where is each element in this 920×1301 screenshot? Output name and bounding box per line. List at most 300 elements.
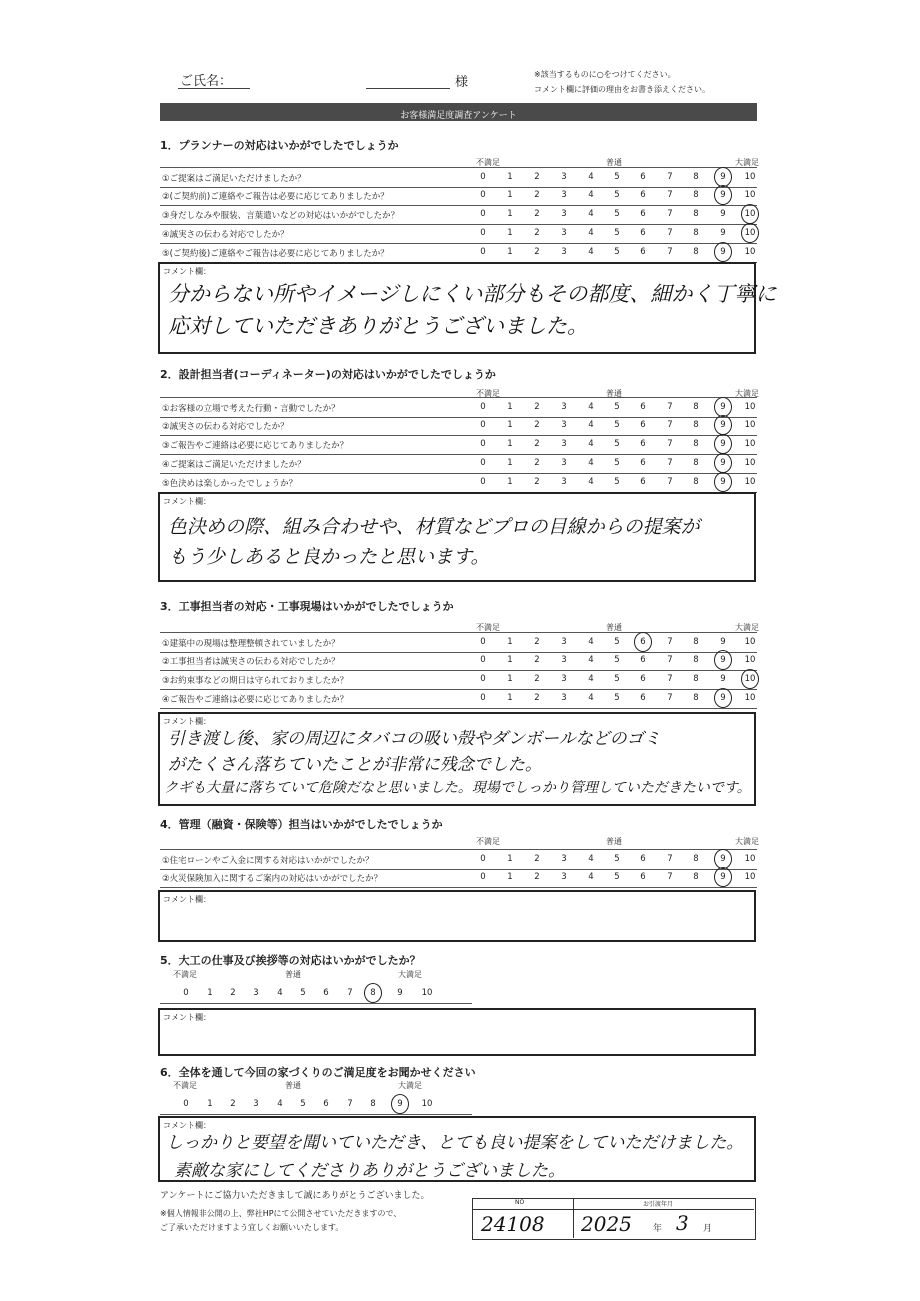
rating-option-6[interactable]: 6: [640, 637, 646, 647]
question-row: [160, 689, 757, 709]
q6-title: 6．全体を通して今回の家づくりのご満足度をお聞かせください: [160, 1066, 476, 1079]
rating-option-8[interactable]: 8: [693, 247, 699, 257]
footer-table-divider: [573, 1199, 574, 1238]
section-1-title: 1．プランナーの対応はいかがでしたでしょうか: [160, 139, 399, 152]
selected-rating-circle: [714, 650, 732, 670]
comment-label: コメント欄：: [163, 497, 211, 506]
question-row: [160, 849, 757, 870]
rating-option-2[interactable]: 2: [534, 458, 540, 468]
rating-option-6[interactable]: 6: [640, 458, 646, 468]
rating-option-10[interactable]: 10: [744, 209, 756, 219]
rating-option-7[interactable]: 7: [347, 988, 353, 998]
rating-option-4[interactable]: 4: [277, 988, 283, 998]
rating-option-7[interactable]: 7: [667, 247, 673, 257]
rating-option-3[interactable]: 3: [561, 420, 567, 430]
section-1-comment-box[interactable]: [158, 262, 777, 354]
selected-rating-circle: [714, 434, 732, 454]
rating-option-1[interactable]: 1: [507, 439, 513, 449]
rating-option-7[interactable]: 7: [667, 439, 673, 449]
legend-high: 大満足: [735, 623, 759, 632]
rating-option-6[interactable]: 6: [323, 988, 329, 998]
rating-option-9[interactable]: 9: [397, 1099, 403, 1109]
rating-option-3[interactable]: 3: [561, 209, 567, 219]
rating-option-7[interactable]: 7: [667, 872, 673, 882]
section-2-comment-box[interactable]: [158, 492, 756, 582]
rating-option-1[interactable]: 1: [507, 247, 513, 257]
question-text: ④ご提案はご満足いただけましたか？: [162, 460, 306, 470]
rating-option-8[interactable]: 8: [693, 872, 699, 882]
selected-rating-circle: [364, 983, 382, 1003]
rating-option-1[interactable]: 1: [507, 655, 513, 665]
rating-option-5[interactable]: 5: [614, 477, 620, 487]
question-row: [160, 224, 757, 244]
q5-comment-box[interactable]: [158, 1008, 756, 1056]
rating-option-8[interactable]: 8: [693, 674, 699, 684]
question-row: [160, 473, 757, 493]
rating-option-0[interactable]: 0: [183, 988, 189, 998]
legend-high: 大満足: [735, 389, 759, 398]
rating-option-10[interactable]: 10: [421, 988, 433, 998]
rating-option-2[interactable]: 2: [534, 247, 540, 257]
rating-option-1[interactable]: 1: [207, 1099, 213, 1109]
rating-option-7[interactable]: 7: [667, 693, 673, 703]
question-text: ③お約束事などの期日は守られておりましたか？: [162, 676, 349, 686]
q6-comment-box[interactable]: [158, 1116, 756, 1182]
rating-option-8[interactable]: 8: [693, 402, 699, 412]
rating-option-9[interactable]: 9: [720, 172, 726, 182]
rating-option-0[interactable]: 0: [480, 420, 486, 430]
comment-line: 引き渡し後、家の周辺にタバコの吸い殻やダンボールなどのゴミ: [168, 729, 661, 749]
rating-option-10[interactable]: 10: [744, 674, 756, 684]
rating-option-0[interactable]: 0: [480, 172, 486, 182]
rating-option-7[interactable]: 7: [667, 402, 673, 412]
selected-rating-circle: [714, 453, 732, 473]
rating-option-3[interactable]: 3: [561, 190, 567, 200]
rating-option-2[interactable]: 2: [534, 674, 540, 684]
rating-option-8[interactable]: 8: [693, 439, 699, 449]
selected-rating-circle: [714, 167, 732, 187]
comment-line: クギも大量に落ちていて危険だなと思いました。現場でしっかり管理していただきたいです。: [164, 780, 751, 796]
question-text: ⑤(ご契約後)ご連絡やご報告は必要に応じてありましたか？: [162, 249, 389, 259]
question-row: [160, 632, 757, 653]
month-value: 3: [676, 1211, 689, 1235]
rating-option-6[interactable]: 6: [323, 1099, 329, 1109]
comment-line: 分からない所やイメージしにくい部分もその都度、細かく丁寧に: [168, 282, 777, 306]
question-text: ①建築中の現場は整理整頓されていましたか？: [162, 639, 340, 649]
q6-legend-low: 不満足: [173, 1081, 197, 1090]
rating-option-2[interactable]: 2: [534, 402, 540, 412]
rating-option-9[interactable]: 9: [720, 209, 726, 219]
selected-rating-circle: [741, 223, 759, 243]
rating-option-9[interactable]: 9: [397, 988, 403, 998]
rating-option-9[interactable]: 9: [720, 872, 726, 882]
rating-option-1[interactable]: 1: [507, 477, 513, 487]
rating-option-6[interactable]: 6: [640, 190, 646, 200]
rating-option-8[interactable]: 8: [693, 190, 699, 200]
rating-option-4[interactable]: 4: [277, 1099, 283, 1109]
rating-option-8[interactable]: 8: [693, 172, 699, 182]
rating-option-6[interactable]: 6: [640, 674, 646, 684]
rating-option-6[interactable]: 6: [640, 172, 646, 182]
sama-label: 様: [455, 75, 469, 90]
rating-option-3[interactable]: 3: [561, 854, 567, 864]
rating-option-5[interactable]: 5: [614, 458, 620, 468]
rating-option-9[interactable]: 9: [720, 458, 726, 468]
question-text: ③身だしなみや服装、言葉遣いなどの対応はいかがでしたか？: [162, 211, 400, 221]
rating-option-4[interactable]: 4: [588, 420, 594, 430]
rating-option-5[interactable]: 5: [614, 420, 620, 430]
rating-option-3[interactable]: 3: [561, 402, 567, 412]
rating-option-3[interactable]: 3: [253, 988, 259, 998]
rating-option-4[interactable]: 4: [588, 854, 594, 864]
q6-scale: [160, 1096, 472, 1115]
question-row: [160, 416, 757, 436]
comment-label: コメント欄：: [163, 267, 211, 276]
rating-option-5[interactable]: 5: [614, 247, 620, 257]
rating-option-0[interactable]: 0: [480, 655, 486, 665]
rating-option-4[interactable]: 4: [588, 693, 594, 703]
legend-mid: 普通: [606, 158, 622, 167]
rating-option-5[interactable]: 5: [614, 172, 620, 182]
survey-banner-title: お客様満足度調査アンケート: [400, 111, 517, 121]
rating-option-8[interactable]: 8: [693, 693, 699, 703]
legend-mid: 普通: [606, 623, 622, 632]
question-text: ②誠実さの伝わる対応でしたか？: [162, 422, 289, 432]
rating-option-10[interactable]: 10: [744, 420, 756, 430]
selected-rating-circle: [714, 415, 732, 435]
comment-label: コメント欄：: [163, 895, 211, 904]
rating-option-0[interactable]: 0: [480, 247, 486, 257]
rating-option-7[interactable]: 7: [667, 228, 673, 238]
section-4-comment-box[interactable]: [158, 890, 756, 942]
q6-comment-line-1: しっかりと要望を聞いていただき、とても良い提案をしていただけました。: [166, 1133, 744, 1153]
survey-banner: [160, 103, 757, 121]
rating-option-6[interactable]: 6: [640, 228, 646, 238]
q5-scale: [160, 985, 472, 1004]
rating-option-8[interactable]: 8: [370, 988, 376, 998]
rating-option-4[interactable]: 4: [588, 674, 594, 684]
name-underline: [178, 88, 250, 89]
year-unit: 年: [653, 1224, 663, 1234]
question-row: [160, 205, 757, 225]
rating-option-0[interactable]: 0: [480, 854, 486, 864]
rating-option-2[interactable]: 2: [534, 854, 540, 864]
rating-option-1[interactable]: 1: [507, 674, 513, 684]
q5-legend-low: 不満足: [173, 970, 197, 979]
question-row: [160, 186, 757, 206]
rating-option-5[interactable]: 5: [614, 209, 620, 219]
rating-option-3[interactable]: 3: [561, 247, 567, 257]
rating-option-6[interactable]: 6: [640, 402, 646, 412]
rating-option-5[interactable]: 5: [614, 228, 620, 238]
rating-option-3[interactable]: 3: [561, 872, 567, 882]
rating-option-2[interactable]: 2: [534, 655, 540, 665]
rating-option-8[interactable]: 8: [693, 655, 699, 665]
rating-option-1[interactable]: 1: [507, 637, 513, 647]
rating-option-2[interactable]: 2: [534, 420, 540, 430]
rating-option-7[interactable]: 7: [667, 458, 673, 468]
rating-option-0[interactable]: 0: [480, 190, 486, 200]
rating-option-5[interactable]: 5: [300, 988, 306, 998]
rating-option-5[interactable]: 5: [614, 693, 620, 703]
rating-option-3[interactable]: 3: [561, 637, 567, 647]
rating-option-5[interactable]: 5: [614, 439, 620, 449]
rating-option-2[interactable]: 2: [534, 693, 540, 703]
rating-option-1[interactable]: 1: [507, 458, 513, 468]
rating-option-6[interactable]: 6: [640, 247, 646, 257]
question-text: ①お客様の立場で考えた行動・言動でしたか？: [162, 404, 340, 414]
rating-option-2[interactable]: 2: [534, 172, 540, 182]
rating-option-8[interactable]: 8: [370, 1099, 376, 1109]
legend-low: 不満足: [476, 158, 500, 167]
rating-option-10[interactable]: 10: [744, 854, 756, 864]
rating-option-0[interactable]: 0: [183, 1099, 189, 1109]
rating-option-0[interactable]: 0: [480, 872, 486, 882]
rating-option-8[interactable]: 8: [693, 228, 699, 238]
rating-option-8[interactable]: 8: [693, 420, 699, 430]
rating-option-3[interactable]: 3: [561, 655, 567, 665]
rating-option-1[interactable]: 1: [207, 988, 213, 998]
section-3-comment-box[interactable]: [158, 712, 756, 806]
rating-option-5[interactable]: 5: [614, 854, 620, 864]
q5-legend-mid: 普通: [285, 970, 301, 979]
question-text: ①住宅ローンやご入金に関する対応はいかがでしたか？: [162, 856, 374, 866]
rating-option-6[interactable]: 6: [640, 872, 646, 882]
rating-option-7[interactable]: 7: [667, 172, 673, 182]
comment-label: コメント欄：: [163, 1013, 211, 1022]
rating-option-4[interactable]: 4: [588, 209, 594, 219]
q6-legend-mid: 普通: [285, 1081, 301, 1090]
question-text: ④ご報告やご連絡は必要に応じてありましたか？: [162, 695, 349, 705]
name-field[interactable]: [366, 88, 450, 89]
rating-option-10[interactable]: 10: [421, 1099, 433, 1109]
rating-option-7[interactable]: 7: [667, 209, 673, 219]
footer-table-header-rule: [473, 1209, 754, 1210]
rating-option-9[interactable]: 9: [720, 674, 726, 684]
rating-option-7[interactable]: 7: [667, 190, 673, 200]
rating-option-9[interactable]: 9: [720, 228, 726, 238]
rating-option-6[interactable]: 6: [640, 693, 646, 703]
month-unit: 月: [703, 1224, 713, 1234]
rating-option-3[interactable]: 3: [561, 228, 567, 238]
rating-option-8[interactable]: 8: [693, 854, 699, 864]
rating-option-2[interactable]: 2: [534, 228, 540, 238]
rating-option-1[interactable]: 1: [507, 228, 513, 238]
rating-option-4[interactable]: 4: [588, 637, 594, 647]
rating-option-3[interactable]: 3: [253, 1099, 259, 1109]
rating-option-10[interactable]: 10: [744, 477, 756, 487]
rating-option-9[interactable]: 9: [720, 854, 726, 864]
rating-option-9[interactable]: 9: [720, 439, 726, 449]
comment-line: 色決めの際、組み合わせや、材質などプロの目線からの提案が: [168, 516, 700, 538]
question-row: [160, 454, 757, 474]
comment-line: がたくさん落ちていたことが非常に残念でした。: [168, 755, 542, 775]
legend-mid: 普通: [606, 837, 622, 846]
selected-rating-circle: [741, 204, 759, 224]
rating-option-3[interactable]: 3: [561, 439, 567, 449]
rating-option-0[interactable]: 0: [480, 637, 486, 647]
rating-option-10[interactable]: 10: [744, 458, 756, 468]
rating-option-2[interactable]: 2: [534, 477, 540, 487]
rating-option-2[interactable]: 2: [534, 190, 540, 200]
rating-option-7[interactable]: 7: [667, 477, 673, 487]
rating-option-5[interactable]: 5: [614, 637, 620, 647]
rating-option-1[interactable]: 1: [507, 854, 513, 864]
rating-option-9[interactable]: 9: [720, 402, 726, 412]
section-3-title: 3．工事担当者の対応・工事現場はいかがでしたでしょうか: [160, 600, 454, 613]
rating-option-10[interactable]: 10: [744, 190, 756, 200]
rating-option-1[interactable]: 1: [507, 172, 513, 182]
rating-option-4[interactable]: 4: [588, 247, 594, 257]
rating-option-7[interactable]: 7: [667, 420, 673, 430]
rating-option-1[interactable]: 1: [507, 872, 513, 882]
selected-rating-circle: [741, 669, 759, 689]
rating-option-0[interactable]: 0: [480, 693, 486, 703]
question-text: ④誠実さの伝わる対応でしたか？: [162, 230, 289, 240]
rating-option-0[interactable]: 0: [480, 439, 486, 449]
rating-option-7[interactable]: 7: [667, 655, 673, 665]
rating-option-10[interactable]: 10: [744, 228, 756, 238]
rating-option-7[interactable]: 7: [667, 854, 673, 864]
rating-option-0[interactable]: 0: [480, 228, 486, 238]
rating-option-4[interactable]: 4: [588, 439, 594, 449]
q6-legend-high: 大満足: [398, 1081, 422, 1090]
rating-option-10[interactable]: 10: [744, 247, 756, 257]
rating-option-3[interactable]: 3: [561, 458, 567, 468]
rating-option-10[interactable]: 10: [744, 637, 756, 647]
rating-option-5[interactable]: 5: [614, 402, 620, 412]
rating-option-4[interactable]: 4: [588, 402, 594, 412]
rating-option-6[interactable]: 6: [640, 854, 646, 864]
section-4-title: 4．管理（融資・保険等）担当はいかがでしたでしょうか: [160, 818, 443, 831]
rating-option-0[interactable]: 0: [480, 209, 486, 219]
rating-option-6[interactable]: 6: [640, 420, 646, 430]
rating-option-4[interactable]: 4: [588, 872, 594, 882]
no-value: 24108: [481, 1212, 545, 1236]
question-row: [160, 670, 757, 690]
selected-rating-circle: [634, 632, 652, 652]
question-row: [160, 868, 757, 888]
rating-option-0[interactable]: 0: [480, 674, 486, 684]
rating-option-2[interactable]: 2: [230, 1099, 236, 1109]
rating-option-10[interactable]: 10: [744, 172, 756, 182]
rating-option-5[interactable]: 5: [614, 655, 620, 665]
question-row: [160, 435, 757, 455]
rating-option-3[interactable]: 3: [561, 674, 567, 684]
rating-option-6[interactable]: 6: [640, 655, 646, 665]
rating-option-5[interactable]: 5: [614, 674, 620, 684]
selected-rating-circle: [714, 867, 732, 887]
rating-option-6[interactable]: 6: [640, 209, 646, 219]
rating-option-2[interactable]: 2: [230, 988, 236, 998]
rating-option-4[interactable]: 4: [588, 172, 594, 182]
selected-rating-circle: [714, 849, 732, 869]
question-text: ②火災保険加入に関するご案内の対応はいかがでしたか？: [162, 874, 383, 884]
rating-option-2[interactable]: 2: [534, 439, 540, 449]
rating-option-5[interactable]: 5: [300, 1099, 306, 1109]
q5-title: 5．大工の仕事及び挨拶等の対応はいかがでしたか？: [160, 954, 421, 967]
rating-option-10[interactable]: 10: [744, 872, 756, 882]
question-row: [160, 397, 757, 418]
comment-label: コメント欄：: [163, 717, 211, 726]
rating-option-4[interactable]: 4: [588, 655, 594, 665]
q5-legend-high: 大満足: [398, 970, 422, 979]
rating-option-8[interactable]: 8: [693, 637, 699, 647]
question-row: [160, 243, 757, 263]
rating-option-4[interactable]: 4: [588, 190, 594, 200]
rating-option-3[interactable]: 3: [561, 477, 567, 487]
rating-option-2[interactable]: 2: [534, 872, 540, 882]
rating-option-4[interactable]: 4: [588, 458, 594, 468]
rating-option-2[interactable]: 2: [534, 209, 540, 219]
rating-option-1[interactable]: 1: [507, 402, 513, 412]
comment-line: もう少しあると良かったと思います。: [168, 546, 490, 568]
comment-label: コメント欄：: [163, 1121, 211, 1130]
comment-line: 応対していただきありがとうございました。: [168, 314, 588, 338]
selected-rating-circle: [391, 1094, 409, 1114]
rating-option-4[interactable]: 4: [588, 477, 594, 487]
rating-option-8[interactable]: 8: [693, 209, 699, 219]
rating-option-8[interactable]: 8: [693, 477, 699, 487]
rating-option-5[interactable]: 5: [614, 872, 620, 882]
rating-option-0[interactable]: 0: [480, 477, 486, 487]
rating-option-7[interactable]: 7: [667, 674, 673, 684]
legend-low: 不満足: [476, 389, 500, 398]
rating-option-10[interactable]: 10: [744, 693, 756, 703]
rating-option-8[interactable]: 8: [693, 458, 699, 468]
rating-option-9[interactable]: 9: [720, 247, 726, 257]
rating-option-1[interactable]: 1: [507, 420, 513, 430]
rating-option-7[interactable]: 7: [347, 1099, 353, 1109]
rating-option-9[interactable]: 9: [720, 420, 726, 430]
rating-option-0[interactable]: 0: [480, 402, 486, 412]
selected-rating-circle: [714, 688, 732, 708]
rating-option-3[interactable]: 3: [561, 172, 567, 182]
rating-option-4[interactable]: 4: [588, 228, 594, 238]
rating-option-0[interactable]: 0: [480, 458, 486, 468]
rating-option-3[interactable]: 3: [561, 693, 567, 703]
legend-high: 大満足: [735, 837, 759, 846]
rating-option-9[interactable]: 9: [720, 655, 726, 665]
no-label: NO: [515, 1199, 525, 1206]
rating-option-5[interactable]: 5: [614, 190, 620, 200]
selected-rating-circle: [714, 242, 732, 262]
rating-option-1[interactable]: 1: [507, 190, 513, 200]
legend-low: 不満足: [476, 623, 500, 632]
rating-option-9[interactable]: 9: [720, 693, 726, 703]
rating-option-7[interactable]: 7: [667, 637, 673, 647]
rating-option-1[interactable]: 1: [507, 693, 513, 703]
header-note-2: コメント欄に評価の理由をお書き添えください。: [534, 85, 710, 94]
date-label: お引渡年月: [643, 1201, 674, 1208]
rating-option-10[interactable]: 10: [744, 402, 756, 412]
rating-option-10[interactable]: 10: [744, 655, 756, 665]
rating-option-6[interactable]: 6: [640, 477, 646, 487]
selected-rating-circle: [714, 397, 732, 417]
question-text: ③ご報告やご連絡は必要に応じてありましたか？: [162, 441, 349, 451]
rating-option-9[interactable]: 9: [720, 477, 726, 487]
question-text: ⑤色決めは楽しかったでしょうか？: [162, 479, 298, 489]
name-label: ご氏名：: [180, 74, 233, 89]
rating-option-9[interactable]: 9: [720, 637, 726, 647]
footer-info-table: [472, 1198, 756, 1240]
rating-option-10[interactable]: 10: [744, 439, 756, 449]
q6-comment-line-2: 素敵な家にしてくださりありがとうございました。: [174, 1161, 565, 1181]
rating-option-6[interactable]: 6: [640, 439, 646, 449]
rating-option-2[interactable]: 2: [534, 637, 540, 647]
rating-option-9[interactable]: 9: [720, 190, 726, 200]
rating-option-1[interactable]: 1: [507, 209, 513, 219]
